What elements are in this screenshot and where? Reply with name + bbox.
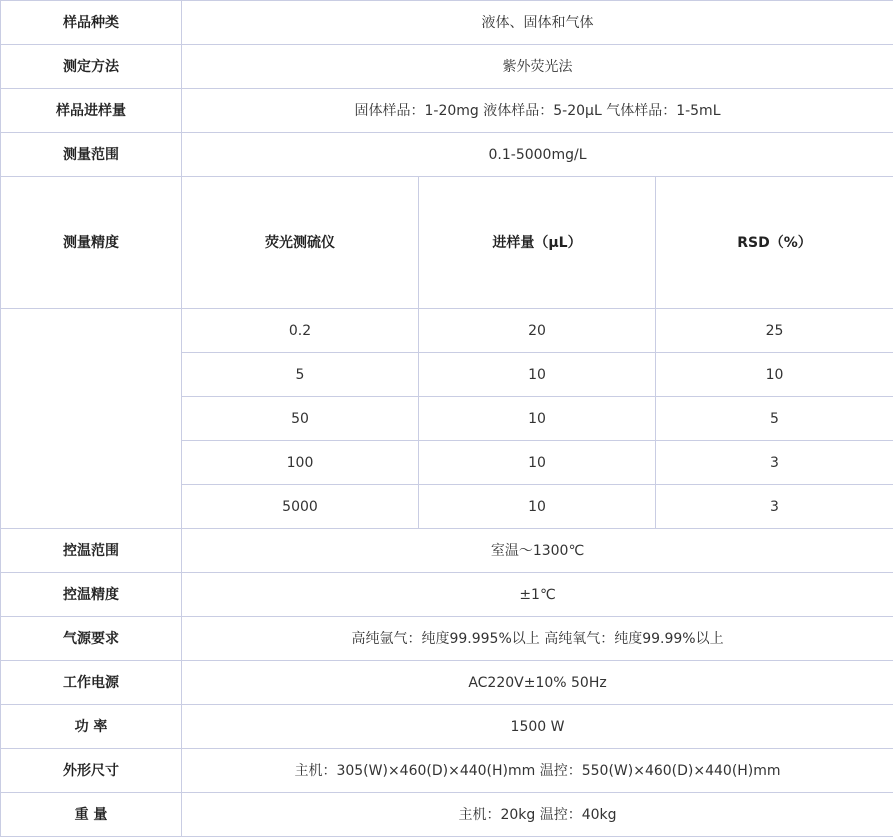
temp-precision-value: ±1℃: [182, 573, 893, 617]
row-power-supply: [1, 661, 893, 705]
precision-cell: 0.2: [182, 309, 419, 353]
precision-cell: 10: [656, 353, 893, 397]
precision-cell: 10: [419, 353, 656, 397]
precision-cell: 5: [182, 353, 419, 397]
row-temp-range: [1, 529, 893, 573]
precision-blank-cell: [1, 309, 182, 529]
precision-cell: 5: [656, 397, 893, 441]
row-injection-volume: [1, 89, 893, 133]
precision-row: [1, 309, 893, 353]
gas-label: 气源要求: [1, 617, 182, 661]
injection-volume-label: 样品进样量: [1, 89, 182, 133]
precision-cell: 10: [419, 441, 656, 485]
precision-col-analyzer: 荧光测硫仪: [182, 177, 419, 309]
temp-range-label: 控温范围: [1, 529, 182, 573]
injection-volume-value: 固体样品：1-20mg 液体样品：5-20μL 气体样品：1-5mL: [182, 89, 893, 133]
weight-label: 重 量: [1, 793, 182, 837]
precision-cell: 5000: [182, 485, 419, 529]
precision-col-rsd: RSD（%）: [656, 177, 893, 309]
row-dimensions: [1, 749, 893, 793]
row-sample-type: [1, 1, 893, 45]
temp-range-value: 室温～1300℃: [182, 529, 893, 573]
row-weight: [1, 793, 893, 837]
range-label: 测量范围: [1, 133, 182, 177]
row-temp-precision: [1, 573, 893, 617]
row-precision-header: [1, 177, 893, 309]
precision-cell: 20: [419, 309, 656, 353]
temp-precision-label: 控温精度: [1, 573, 182, 617]
row-power: [1, 705, 893, 749]
dimensions-value: 主机：305(W)×460(D)×440(H)mm 温控：550(W)×460(D)×440(H)mm: [182, 749, 893, 793]
precision-label: 测量精度: [1, 177, 182, 309]
power-label: 功 率: [1, 705, 182, 749]
gas-value: 高纯氩气：纯度99.995%以上 高纯氧气：纯度99.99%以上: [182, 617, 893, 661]
weight-value: 主机：20kg 温控：40kg: [182, 793, 893, 837]
power-supply-value: AC220V±10% 50Hz: [182, 661, 893, 705]
precision-cell: 25: [656, 309, 893, 353]
precision-cell: 50: [182, 397, 419, 441]
precision-col-volume: 进样量（μL）: [419, 177, 656, 309]
method-value: 紫外荧光法: [182, 45, 893, 89]
precision-cell: 100: [182, 441, 419, 485]
power-supply-label: 工作电源: [1, 661, 182, 705]
range-value: 0.1-5000mg/L: [182, 133, 893, 177]
row-method: [1, 45, 893, 89]
row-range: [1, 133, 893, 177]
power-value: 1500 W: [182, 705, 893, 749]
row-gas: [1, 617, 893, 661]
sample-type-label: 样品种类: [1, 1, 182, 45]
sample-type-value: 液体、固体和气体: [182, 1, 893, 45]
precision-cell: 3: [656, 485, 893, 529]
precision-cell: 3: [656, 441, 893, 485]
method-label: 测定方法: [1, 45, 182, 89]
precision-cell: 10: [419, 485, 656, 529]
dimensions-label: 外形尺寸: [1, 749, 182, 793]
precision-cell: 10: [419, 397, 656, 441]
